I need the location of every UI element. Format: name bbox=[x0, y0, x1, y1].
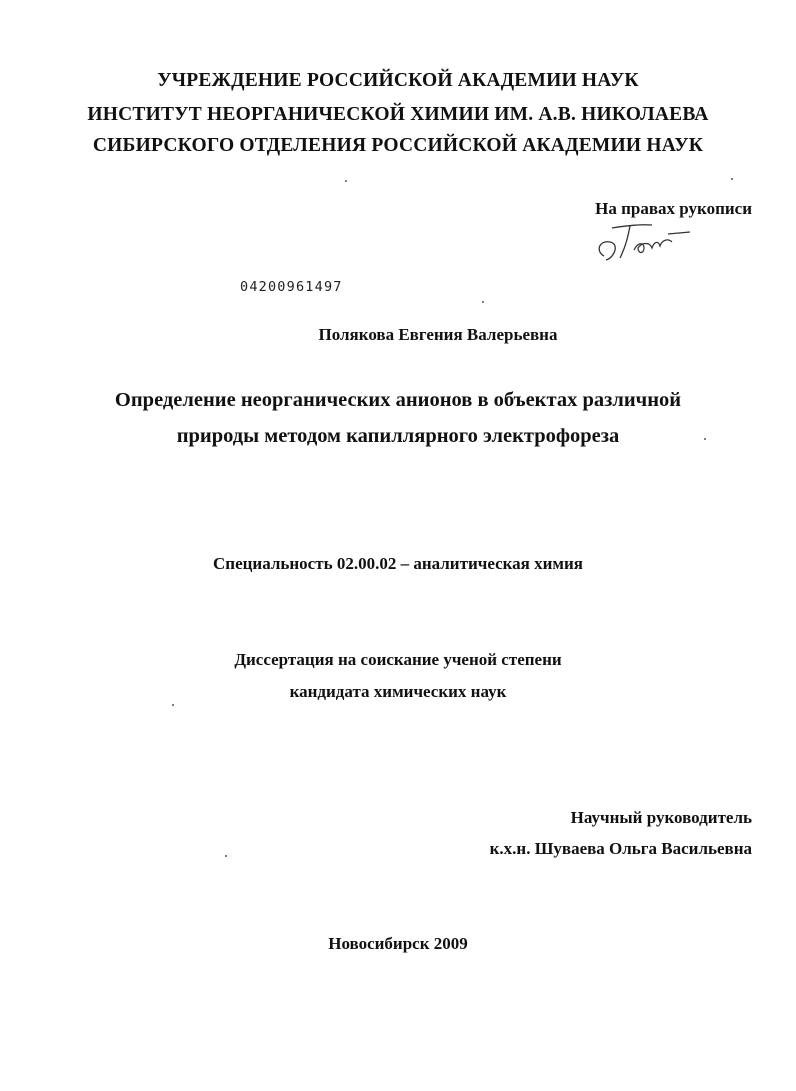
scan-speck bbox=[225, 855, 227, 857]
institution-line-3: СИБИРСКОГО ОТДЕЛЕНИЯ РОССИЙСКОЙ АКАДЕМИИ НАУК bbox=[92, 135, 704, 156]
supervisor-name: к.х.н. Шуваева Ольга Васильевна bbox=[489, 839, 752, 858]
scan-speck bbox=[704, 438, 706, 440]
scan-speck bbox=[345, 180, 347, 182]
dissertation-degree-line-1: Диссертация на соискание ученой степени bbox=[234, 650, 562, 669]
handwritten-signature-icon bbox=[590, 212, 700, 270]
author-name: Полякова Евгения Валерьевна bbox=[318, 325, 558, 344]
dissertation-title-line-2: природы методом капиллярного электрофореза bbox=[176, 425, 620, 447]
dissertation-title-line-1: Определение неорганических анионов в объектах различной bbox=[114, 389, 682, 411]
manuscript-note: На правах рукописи bbox=[595, 199, 752, 218]
institution-line-1: УЧРЕЖДЕНИЕ РОССИЙСКОЙ АКАДЕМИИ НАУК bbox=[157, 70, 639, 91]
catalog-number: 04200961497 bbox=[240, 279, 343, 295]
supervisor-role: Научный руководитель bbox=[570, 808, 752, 827]
dissertation-degree-line-2: кандидата химических наук bbox=[289, 682, 507, 701]
institution-line-2: ИНСТИТУТ НЕОРГАНИЧЕСКОЙ ХИМИИ ИМ. А.В. НИКОЛАЕВА bbox=[87, 104, 709, 125]
place-and-year: Новосибирск 2009 bbox=[328, 934, 468, 953]
specialty: Специальность 02.00.02 – аналитическая химия bbox=[213, 554, 583, 573]
scan-speck bbox=[731, 178, 733, 180]
scan-speck bbox=[172, 704, 174, 706]
scan-speck bbox=[482, 301, 484, 303]
